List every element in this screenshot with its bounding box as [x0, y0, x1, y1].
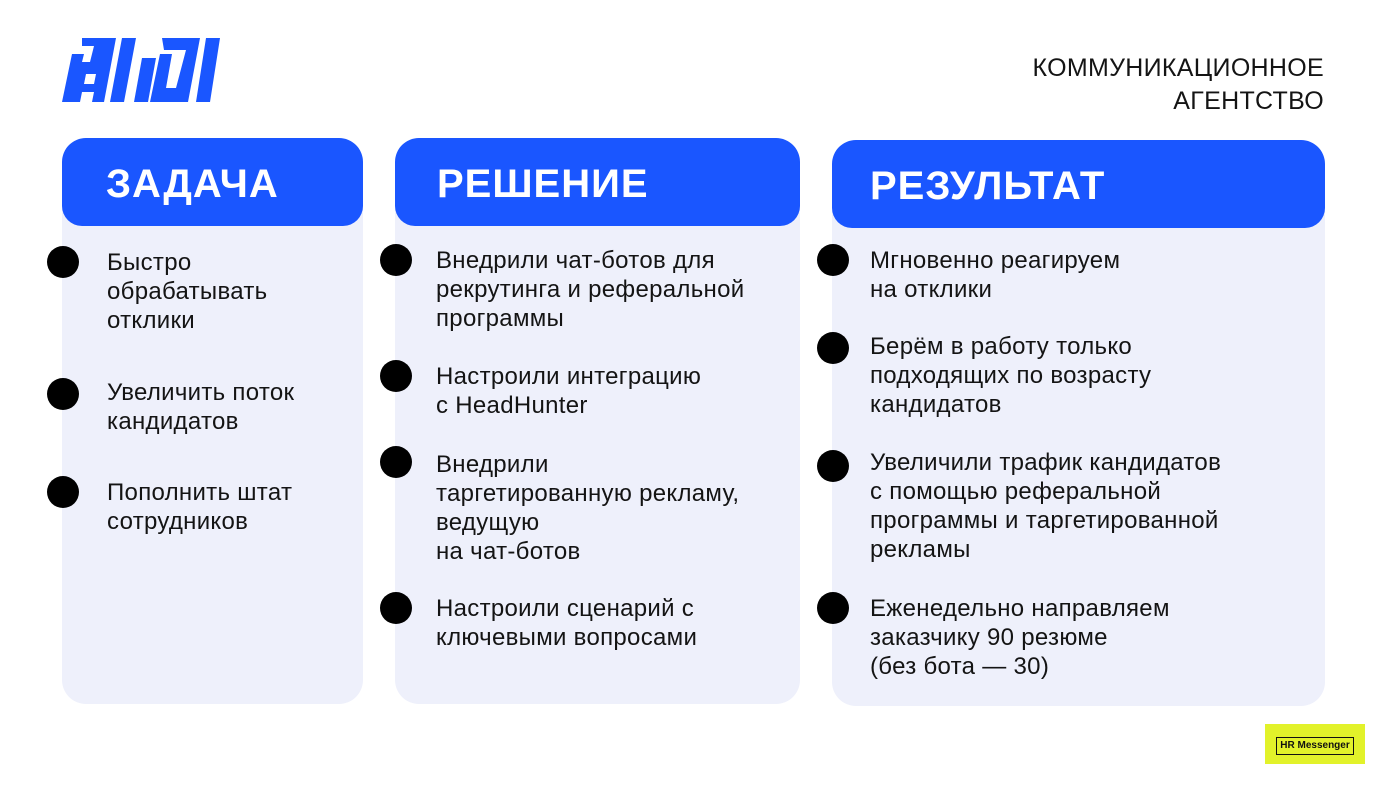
alidi-logo [60, 32, 220, 112]
list-item-line: Мгновенно реагируем [870, 247, 1121, 274]
list-item-line: кандидатов [870, 391, 1002, 418]
list-item-line: Внедрили чат-ботов для [436, 247, 715, 274]
list-item-line: сотрудников [107, 508, 249, 535]
agency-line-2: АГЕНТСТВО [1173, 87, 1324, 115]
list-item-line: кандидатов [107, 408, 239, 435]
bullet-icon [380, 592, 412, 624]
list-item-line: (без бота — 30) [870, 653, 1050, 680]
list-item-line: Пополнить штат [107, 479, 293, 506]
list-item-line: таргетированную рекламу, [436, 480, 740, 507]
list-item-line: на отклики [870, 276, 993, 303]
list-item-line: рекрутинга и реферальной [436, 276, 745, 303]
solution-card-title: РЕШЕНИЕ [395, 138, 800, 226]
list-item-line: с помощью реферальной [870, 478, 1162, 505]
list-item-line: Увеличили трафик кандидатов [870, 449, 1222, 476]
list-item-line: рекламы [870, 536, 971, 563]
list-item-line: Увеличить поток [107, 379, 295, 406]
task-card-title: ЗАДАЧА [62, 138, 363, 226]
bullet-icon [817, 450, 849, 482]
list-item-line: на чат-ботов [436, 538, 581, 565]
list-item-line: программы [436, 305, 565, 332]
list-item-line: обрабатывать [107, 278, 268, 305]
bullet-icon [47, 246, 79, 278]
solution-card [395, 138, 800, 704]
list-item-line: подходящих по возрасту [870, 362, 1152, 389]
list-item-line: Настроили интеграцию [436, 363, 702, 390]
bullet-icon [47, 378, 79, 410]
list-item-line: отклики [107, 307, 195, 334]
list-item-line: с HeadHunter [436, 392, 588, 419]
list-item-line: ключевыми вопросами [436, 624, 698, 651]
badge-label: HR Messenger [1276, 737, 1353, 755]
list-item-line: ведущую [436, 509, 540, 536]
list-item-line: программы и таргетированной [870, 507, 1219, 534]
list-item-line: Берём в работу только [870, 333, 1133, 360]
bullet-icon [380, 446, 412, 478]
list-item-line: Внедрили [436, 451, 549, 478]
list-item-line: Еженедельно направляем [870, 595, 1170, 622]
task-card [62, 138, 363, 704]
list-item-line: Быстро [107, 249, 192, 276]
list-item-line: заказчику 90 резюме [870, 624, 1108, 651]
agency-tagline [924, 52, 1324, 118]
bullet-icon [380, 244, 412, 276]
bullet-icon [817, 244, 849, 276]
bullet-icon [817, 332, 849, 364]
result-card-title: РЕЗУЛЬТАТ [832, 140, 1325, 228]
agency-line-1: КОММУНИКАЦИОННОЕ [1032, 54, 1324, 82]
hr-messenger-badge [1265, 724, 1365, 764]
result-card [832, 140, 1325, 706]
list-item-line: Настроили сценарий с [436, 595, 695, 622]
bullet-icon [817, 592, 849, 624]
bullet-icon [380, 360, 412, 392]
bullet-icon [47, 476, 79, 508]
